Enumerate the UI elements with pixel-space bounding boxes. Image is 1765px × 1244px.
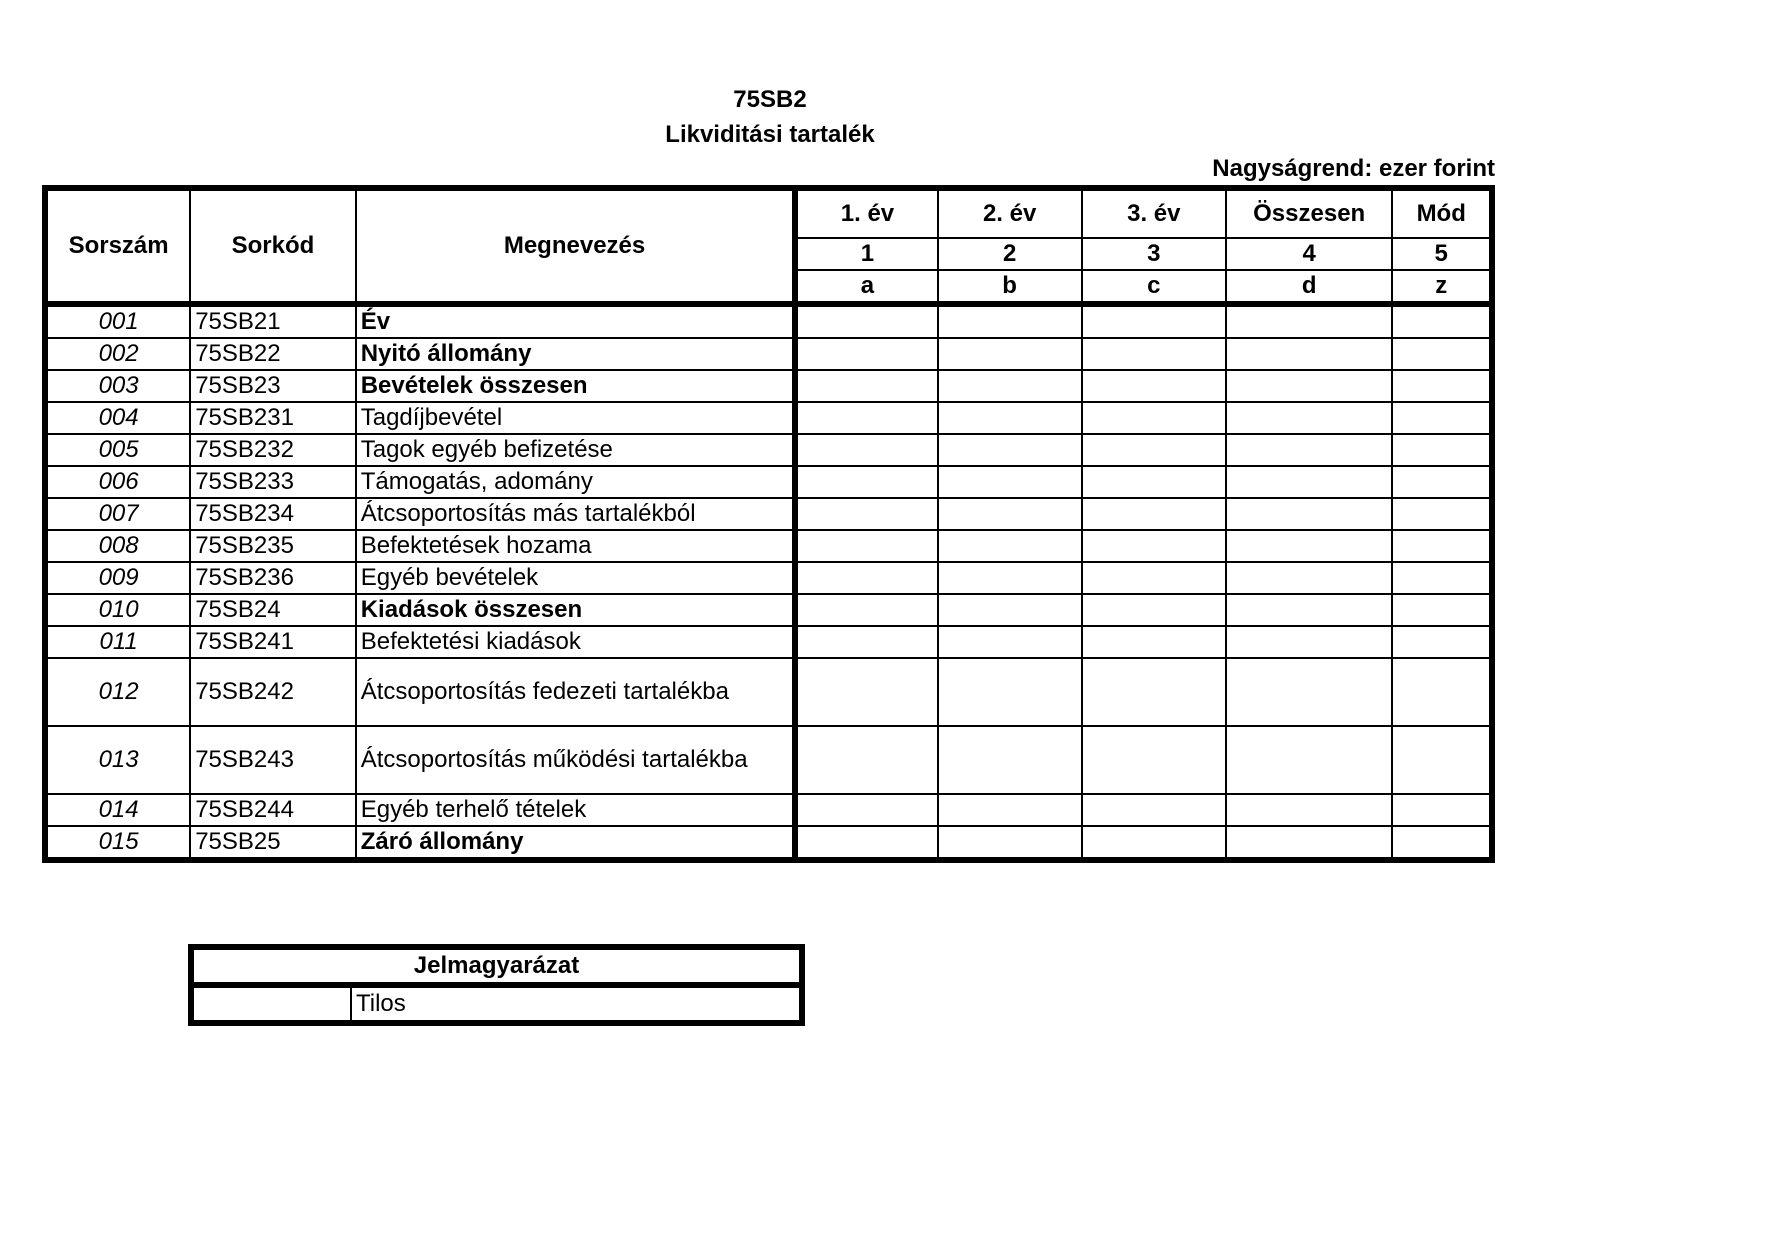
table-row	[45, 434, 1492, 466]
input-cell[interactable]	[938, 594, 1082, 626]
input-cell[interactable]	[1082, 726, 1226, 794]
legend-swatch	[191, 985, 351, 1023]
legend-item-label: Tilos	[351, 985, 802, 1023]
row-megnevezes: Támogatás, adomány	[356, 466, 796, 498]
header-letter-5: z	[1392, 270, 1492, 304]
input-cell[interactable]	[1392, 304, 1492, 338]
row-megnevezes: Befektetések hozama	[356, 530, 796, 562]
input-cell[interactable]	[1082, 370, 1226, 402]
row-sorszam: 004	[45, 402, 190, 434]
form-code: 75SB2	[733, 86, 807, 113]
header-col-3: 3. év	[1082, 188, 1226, 238]
row-megnevezes: Befektetési kiadások	[356, 626, 796, 658]
row-sorszam: 011	[45, 626, 190, 658]
input-cell[interactable]	[1082, 562, 1226, 594]
input-cell[interactable]	[795, 434, 937, 466]
header-letter-1: a	[795, 270, 937, 304]
row-sorszam: 009	[45, 562, 190, 594]
table-row	[45, 726, 1492, 794]
input-cell[interactable]	[1226, 530, 1393, 562]
input-cell[interactable]	[938, 626, 1082, 658]
input-cell[interactable]	[1392, 562, 1492, 594]
row-sorkod: 75SB25	[190, 826, 356, 860]
row-megnevezes: Kiadások összesen	[356, 594, 796, 626]
input-cell[interactable]	[795, 794, 937, 826]
input-cell[interactable]	[938, 466, 1082, 498]
input-cell[interactable]	[1082, 338, 1226, 370]
input-cell[interactable]	[1392, 794, 1492, 826]
input-cell[interactable]	[1226, 498, 1393, 530]
input-cell[interactable]	[1226, 304, 1393, 338]
input-cell[interactable]	[1082, 304, 1226, 338]
row-sorkod: 75SB243	[190, 726, 356, 794]
input-cell[interactable]	[938, 726, 1082, 794]
row-sorszam: 006	[45, 466, 190, 498]
input-cell[interactable]	[1082, 434, 1226, 466]
input-cell[interactable]	[795, 562, 937, 594]
input-cell[interactable]	[1392, 626, 1492, 658]
row-sorkod: 75SB233	[190, 466, 356, 498]
input-cell[interactable]	[938, 794, 1082, 826]
input-cell[interactable]	[795, 594, 937, 626]
input-cell[interactable]	[1226, 726, 1393, 794]
input-cell[interactable]	[1226, 658, 1393, 726]
input-cell[interactable]	[1082, 826, 1226, 860]
table-row	[45, 530, 1492, 562]
input-cell[interactable]	[1392, 594, 1492, 626]
input-cell[interactable]	[938, 530, 1082, 562]
input-cell[interactable]	[795, 402, 937, 434]
table-row	[45, 562, 1492, 594]
legend-table	[188, 944, 805, 1026]
input-cell[interactable]	[938, 498, 1082, 530]
row-sorkod: 75SB23	[190, 370, 356, 402]
unit-label: Nagyságrend: ezer forint	[1212, 155, 1495, 182]
input-cell[interactable]	[795, 338, 937, 370]
row-sorkod: 75SB231	[190, 402, 356, 434]
input-cell[interactable]	[795, 466, 937, 498]
input-cell[interactable]	[1226, 402, 1393, 434]
table-row	[45, 626, 1492, 658]
row-sorkod: 75SB234	[190, 498, 356, 530]
table-row	[45, 402, 1492, 434]
input-cell[interactable]	[938, 658, 1082, 726]
input-cell[interactable]	[938, 338, 1082, 370]
input-cell[interactable]	[1226, 466, 1393, 498]
input-cell[interactable]	[1392, 466, 1492, 498]
table-row	[45, 466, 1492, 498]
header-letter-3: c	[1082, 270, 1226, 304]
header-num-1: 1	[795, 238, 937, 270]
row-sorkod: 75SB244	[190, 794, 356, 826]
input-cell[interactable]	[795, 726, 937, 794]
row-sorszam: 002	[45, 338, 190, 370]
row-megnevezes: Egyéb terhelő tételek	[356, 794, 796, 826]
row-sorszam: 013	[45, 726, 190, 794]
row-megnevezes: Átcsoportosítás fedezeti tartalékba	[356, 658, 796, 726]
input-cell[interactable]	[795, 658, 937, 726]
row-sorkod: 75SB24	[190, 594, 356, 626]
input-cell[interactable]	[938, 304, 1082, 338]
input-cell[interactable]	[1226, 594, 1393, 626]
input-cell[interactable]	[938, 402, 1082, 434]
table-row	[45, 594, 1492, 626]
table-row	[45, 370, 1492, 402]
input-cell[interactable]	[1392, 498, 1492, 530]
input-cell[interactable]	[1226, 826, 1393, 860]
row-sorkod: 75SB232	[190, 434, 356, 466]
table-row	[45, 826, 1492, 860]
row-sorkod: 75SB236	[190, 562, 356, 594]
input-cell[interactable]	[1392, 402, 1492, 434]
row-megnevezes: Év	[356, 304, 796, 338]
row-megnevezes: Nyitó állomány	[356, 338, 796, 370]
header-sorkod: Sorkód	[190, 188, 356, 304]
input-cell[interactable]	[795, 626, 937, 658]
input-cell[interactable]	[1082, 658, 1226, 726]
input-cell[interactable]	[1226, 794, 1393, 826]
input-cell[interactable]	[1392, 434, 1492, 466]
row-sorszam: 001	[45, 304, 190, 338]
row-sorszam: 015	[45, 826, 190, 860]
row-megnevezes: Egyéb bevételek	[356, 562, 796, 594]
input-cell[interactable]	[1392, 726, 1492, 794]
header-megnevezes: Megnevezés	[356, 188, 796, 304]
input-cell[interactable]	[1082, 794, 1226, 826]
header-sorszam: Sorszám	[45, 188, 190, 304]
input-cell[interactable]	[938, 562, 1082, 594]
row-sorszam: 005	[45, 434, 190, 466]
input-cell[interactable]	[1226, 562, 1393, 594]
input-cell[interactable]	[1082, 466, 1226, 498]
input-cell[interactable]	[938, 434, 1082, 466]
header-num-4: 4	[1226, 238, 1393, 270]
form-title: Likviditási tartalék	[665, 121, 875, 148]
legend-title: Jelmagyarázat	[191, 947, 802, 985]
table-row	[45, 338, 1492, 370]
row-sorszam: 007	[45, 498, 190, 530]
row-sorszam: 010	[45, 594, 190, 626]
input-cell[interactable]	[795, 370, 937, 402]
header-col-2: 2. év	[938, 188, 1082, 238]
header-num-5: 5	[1392, 238, 1492, 270]
row-megnevezes: Tagdíjbevétel	[356, 402, 796, 434]
row-sorkod: 75SB22	[190, 338, 356, 370]
input-cell[interactable]	[1392, 530, 1492, 562]
row-sorkod: 75SB241	[190, 626, 356, 658]
input-cell[interactable]	[795, 530, 937, 562]
input-cell[interactable]	[1082, 498, 1226, 530]
input-cell[interactable]	[1226, 626, 1393, 658]
row-megnevezes: Átcsoportosítás működési tartalékba	[356, 726, 796, 794]
row-megnevezes: Bevételek összesen	[356, 370, 796, 402]
input-cell[interactable]	[1392, 826, 1492, 860]
input-cell[interactable]	[1392, 370, 1492, 402]
input-cell[interactable]	[1226, 370, 1393, 402]
row-sorszam: 014	[45, 794, 190, 826]
input-cell[interactable]	[1082, 594, 1226, 626]
row-sorszam: 003	[45, 370, 190, 402]
row-sorkod: 75SB235	[190, 530, 356, 562]
input-cell[interactable]	[938, 370, 1082, 402]
input-cell[interactable]	[1082, 626, 1226, 658]
header-num-3: 3	[1082, 238, 1226, 270]
input-cell[interactable]	[1226, 338, 1393, 370]
input-cell[interactable]	[938, 826, 1082, 860]
input-cell[interactable]	[795, 826, 937, 860]
input-cell[interactable]	[1392, 658, 1492, 726]
row-sorkod: 75SB242	[190, 658, 356, 726]
input-cell[interactable]	[1082, 402, 1226, 434]
row-sorszam: 012	[45, 658, 190, 726]
row-megnevezes: Átcsoportosítás más tartalékból	[356, 498, 796, 530]
header-letter-2: b	[938, 270, 1082, 304]
row-sorkod: 75SB21	[190, 304, 356, 338]
main-table	[42, 185, 1495, 863]
row-megnevezes: Záró állomány	[356, 826, 796, 860]
header-num-2: 2	[938, 238, 1082, 270]
input-cell[interactable]	[1226, 434, 1393, 466]
input-cell[interactable]	[795, 498, 937, 530]
table-row	[45, 304, 1492, 338]
header-col-5: Mód	[1392, 188, 1492, 238]
row-megnevezes: Tagok egyéb befizetése	[356, 434, 796, 466]
header-col-4: Összesen	[1226, 188, 1393, 238]
table-row	[45, 498, 1492, 530]
header-letter-4: d	[1226, 270, 1393, 304]
input-cell[interactable]	[1082, 530, 1226, 562]
header-col-1: 1. év	[795, 188, 937, 238]
table-row	[45, 658, 1492, 726]
input-cell[interactable]	[1392, 338, 1492, 370]
row-sorszam: 008	[45, 530, 190, 562]
table-row	[45, 794, 1492, 826]
input-cell[interactable]	[795, 304, 937, 338]
